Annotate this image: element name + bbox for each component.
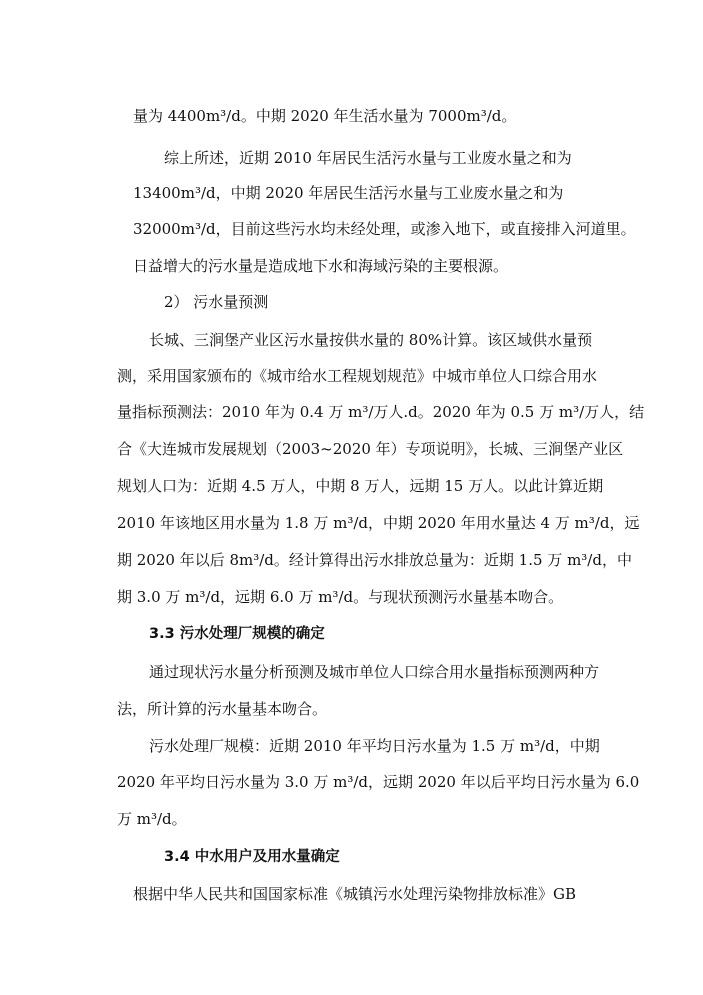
body-line: 量指标预测法：2010 年为 0.4 万 m³/万人.d。2020 年为 0.5 万 m³/万人，结: [117, 403, 645, 421]
subsection-heading: 2） 污水量预测: [164, 293, 269, 311]
body-line: 13400m³/d，中期 2020 年居民生活污水量与工业废水量之和为: [133, 184, 564, 202]
body-line: 期 2020 年以后 8m³/d。经计算得出污水排放总量为：近期 1.5 万 m³/d，中: [117, 551, 632, 569]
paragraph-start-line: 综上所述，近期 2010 年居民生活污水量与工业废水量之和为: [164, 149, 572, 167]
body-line: 万 m³/d。: [117, 810, 187, 828]
body-line: 32000m³/d，目前这些污水均未经处理，或渗入地下，或直接排入河道里。: [133, 220, 636, 238]
body-line: 2020 年平均日污水量为 3.0 万 m³/d，远期 2020 年以后平均日污水量为 6.0: [117, 773, 640, 791]
paragraph-start-line: 通过现状污水量分析预测及城市单位人口综合用水量指标预测两种方: [149, 663, 600, 681]
body-line: 法，所计算的污水量基本吻合。: [117, 700, 328, 718]
paragraph-start-line: 根据中华人民共和国国家标准《城镇污水处理污染物排放标准》GB: [133, 885, 577, 903]
body-line: 量为 4400m³/d。中期 2020 年生活水量为 7000m³/d。: [133, 107, 517, 125]
body-line: 规划人口为：近期 4.5 万人，中期 8 万人，远期 15 万人。以此计算近期: [117, 477, 604, 495]
paragraph-start-line: 污水处理厂规模：近期 2010 年平均日污水量为 1.5 万 m³/d，中期: [149, 737, 600, 755]
body-line: 合《大连城市发展规划（2003~2020 年）专项说明》，长城、三涧堡产业区: [117, 440, 624, 458]
body-line: 2010 年该地区用水量为 1.8 万 m³/d，中期 2020 年用水量达 4 万 m³/d，远: [117, 514, 640, 532]
section-heading-3-3: 3.3 污水处理厂规模的确定: [149, 626, 325, 642]
body-line: 期 3.0 万 m³/d，远期 6.0 万 m³/d。与现状预测污水量基本吻合。: [117, 588, 564, 606]
section-heading-3-4: 3.4 中水用户及用水量确定: [164, 849, 340, 865]
body-line: 测，采用国家颁布的《城市给水工程规划规范》中城市单位人口综合用水: [117, 367, 598, 385]
body-line: 日益增大的污水量是造成地下水和海域污染的主要根源。: [133, 257, 509, 275]
paragraph-start-line: 长城、三涧堡产业区污水量按供水量的 80%计算。该区域供水量预: [149, 331, 593, 349]
